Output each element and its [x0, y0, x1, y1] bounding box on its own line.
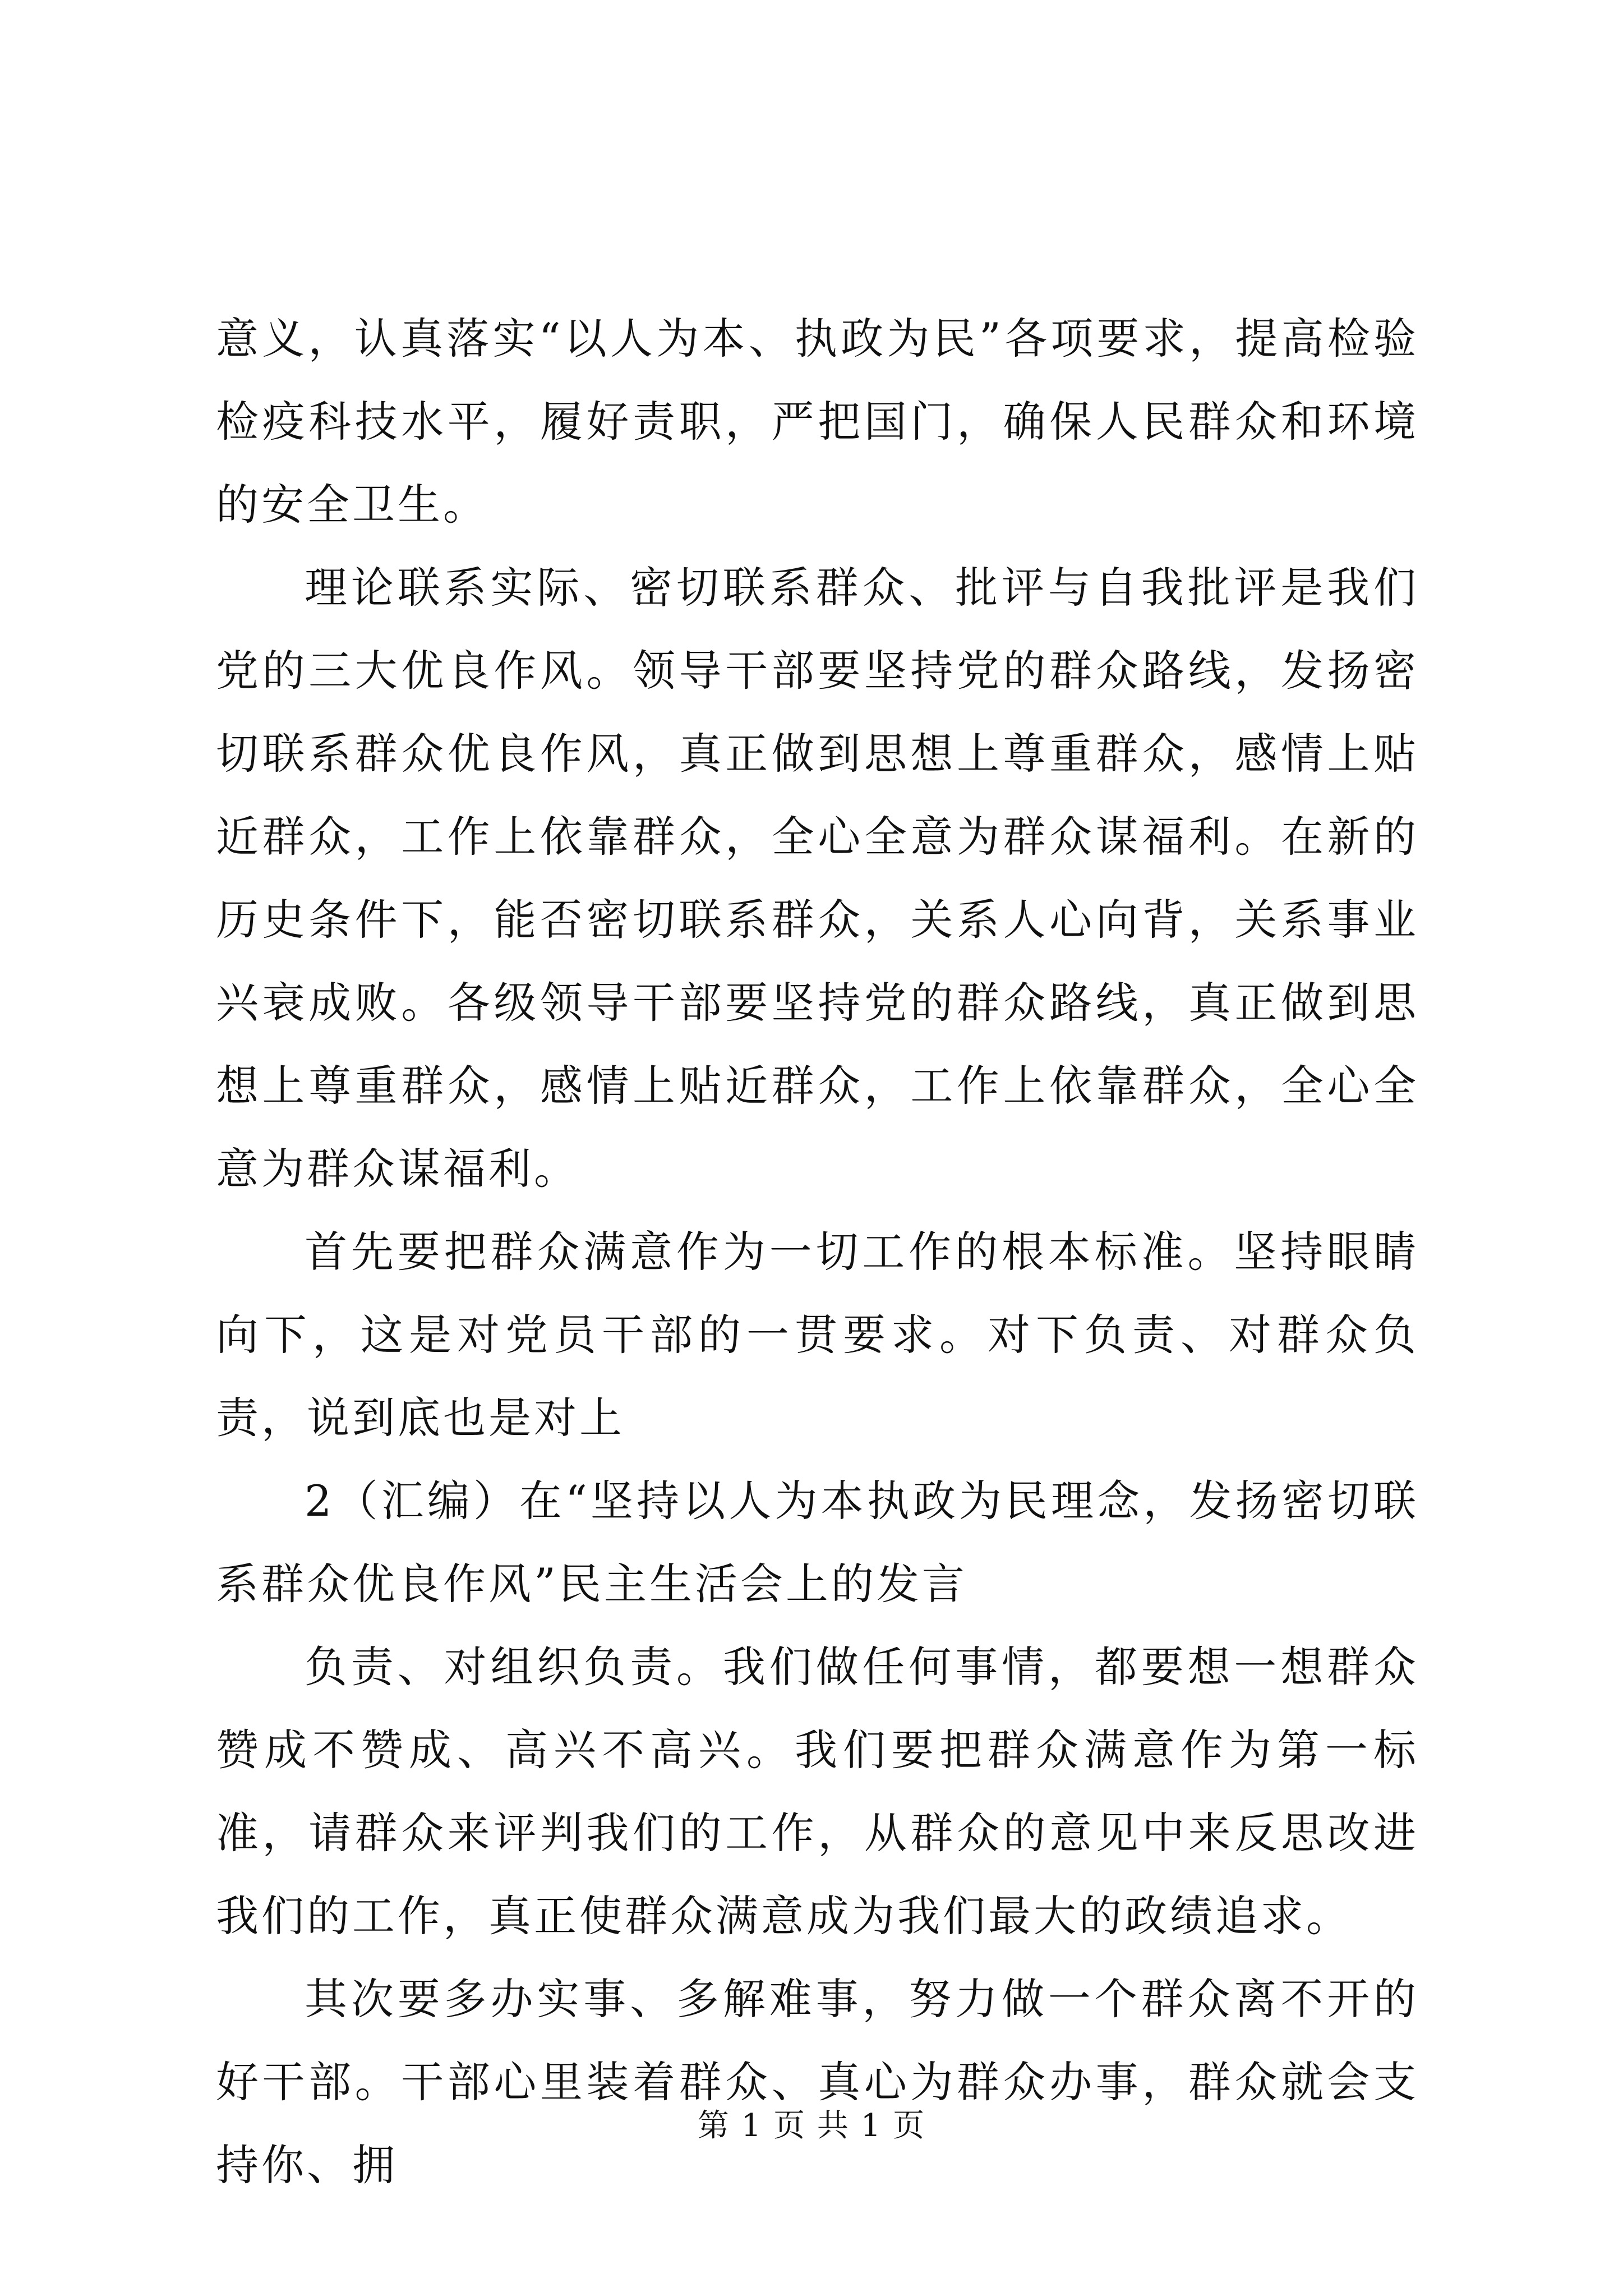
body-text [216, 297, 1419, 2207]
paragraph-satisfaction-standard: 首先要把群众满意作为一切工作的根本标准。坚持眼睛向下，这是对党员干部的一贯要求。对下负责、对群众负责，说到底也是对上 [216, 1227, 1419, 1443]
paragraph-continuation: 意义，认真落实“以人为本、执政为民”各项要求，提高检验检疫科技水平，履好责职，严把国门，确保人民群众和环境的安全卫生。 [216, 314, 1419, 530]
page-number-footer: 第 1 页 共 1 页 [697, 2108, 926, 2144]
paragraph-responsibility: 负责、对组织负责。我们做任何事情，都要想一想群众赞成不赞成、高兴不高兴。我们要把群众满意作为第一标准，请群众来评判我们的工作，从群众的意见中来反思改进我们的工作，真正使群众满意成为我们最大的政绩追求。 [216, 1642, 1419, 1941]
paragraph-section-heading: 2（汇编）在“坚持以人为本执政为民理念，发扬密切联系群众优良作风”民主生活会上的发言 [216, 1476, 1419, 1609]
paragraph-practical-work: 其次要多办实事、多解难事，努力做一个群众离不开的好干部。干部心里装着群众、真心为群众办事，群众就会支持你、拥 [216, 1974, 1419, 2190]
paragraph-party-style: 理论联系实际、密切联系群众、批评与自我批评是我们党的三大优良作风。领导干部要坚持党的群众路线，发扬密切联系群众优良作风，真正做到思想上尊重群众，感情上贴近群众，工作上依靠群众，全心全意为群众谋福利。在新的历史条件下，能否密切联系群众，关系人心向背，关系事业兴衰成败。各级领导干部要坚持党的群众路线，真正做到思想上尊重群众，感情上贴近群众，工作上依靠群众，全心全意为群众谋福利。 [216, 563, 1419, 1194]
